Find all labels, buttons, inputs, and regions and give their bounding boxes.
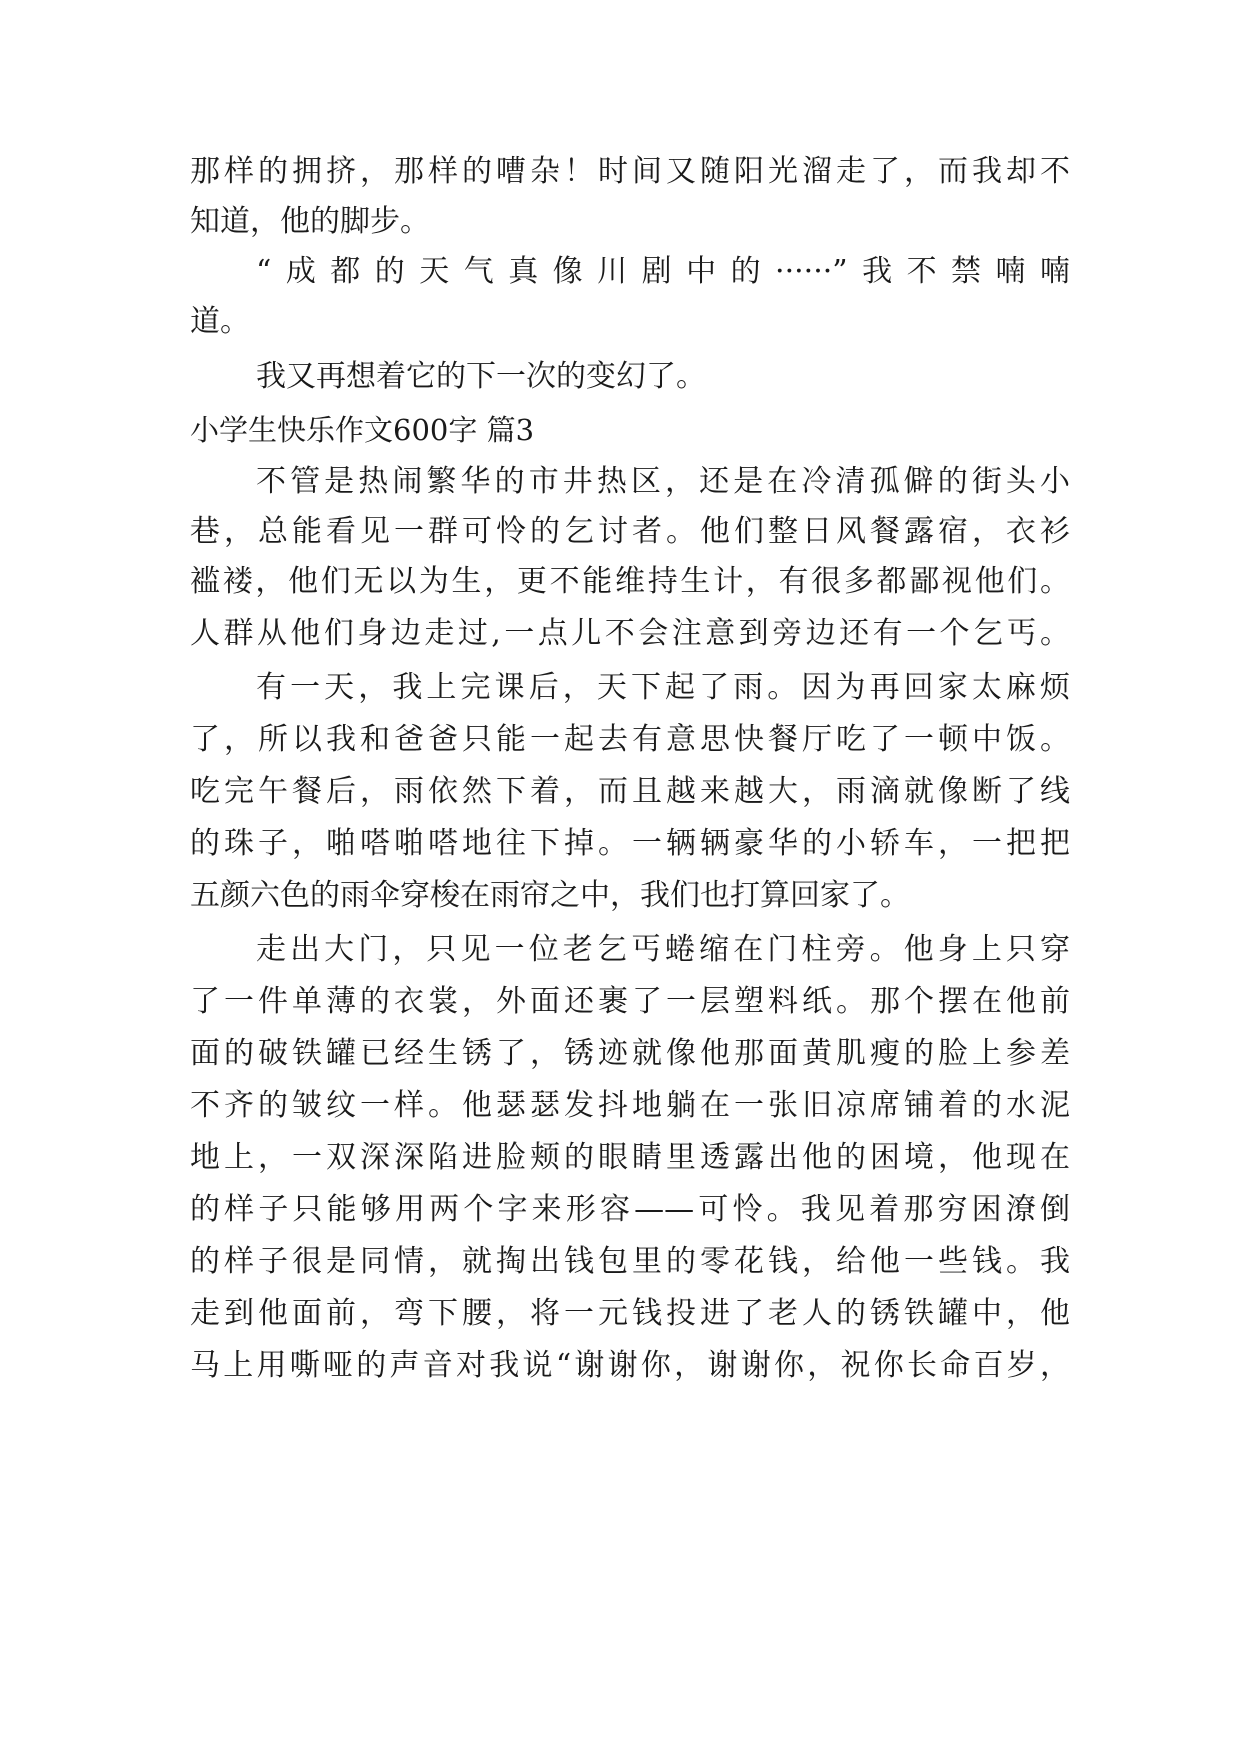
text-line-9: 褴褛，他们无以为生，更不能维持生计，有很多都鄙视他们。 bbox=[190, 564, 1070, 599]
text-line-17: 了一件单薄的衣裳，外面还裹了一层塑料纸。那个摆在他前 bbox=[190, 984, 1070, 1019]
text-line-16: 走出大门，只见一位老乞丐蜷缩在门柱旁。他身上只穿 bbox=[256, 932, 1070, 967]
text-line-18: 面的破铁罐已经生锈了，锈迹就像他那面黄肌瘦的脸上参差 bbox=[190, 1036, 1070, 1071]
text-line-20: 地上，一双深深陷进脸颊的眼睛里透露出他的困境，他现在 bbox=[190, 1140, 1070, 1175]
text-line-2: 知道，他的脚步。 bbox=[190, 204, 430, 239]
section-heading: 小学生快乐作文600字 篇3 bbox=[190, 413, 535, 447]
text-line-1: 那样的拥挤，那样的嘈杂！时间又随阳光溜走了，而我却不 bbox=[190, 154, 1070, 189]
text-line-13: 吃完午餐后，雨依然下着，而且越来越大，雨滴就像断了线 bbox=[190, 774, 1070, 809]
text-line-3: “成都的天气真像川剧中的······”我不禁喃喃 bbox=[256, 254, 1070, 289]
text-line-21: 的样子只能够用两个字来形容——可怜。我见着那穷困潦倒 bbox=[190, 1192, 1070, 1227]
text-line-23: 走到他面前，弯下腰，将一元钱投进了老人的锈铁罐中，他 bbox=[190, 1296, 1070, 1331]
text-line-22: 的样子很是同情，就掏出钱包里的零花钱，给他一些钱。我 bbox=[190, 1244, 1070, 1279]
text-line-11: 有一天，我上完课后，天下起了雨。因为再回家太麻烦 bbox=[256, 670, 1070, 705]
text-line-15: 五颜六色的雨伞穿梭在雨帘之中，我们也打算回家了。 bbox=[190, 878, 910, 913]
text-line-8: 巷，总能看见一群可怜的乞讨者。他们整日风餐露宿，衣衫 bbox=[190, 514, 1070, 549]
text-line-19: 不齐的皱纹一样。他瑟瑟发抖地躺在一张旧凉席铺着的水泥 bbox=[190, 1088, 1070, 1123]
text-line-24: 马上用嘶哑的声音对我说“谢谢你，谢谢你，祝你长命百岁， bbox=[190, 1348, 1070, 1383]
text-line-12: 了，所以我和爸爸只能一起去有意思快餐厅吃了一顿中饭。 bbox=[190, 722, 1070, 757]
text-line-4: 道。 bbox=[190, 304, 250, 339]
text-line-7: 不管是热闹繁华的市井热区，还是在冷清孤僻的街头小 bbox=[256, 464, 1070, 499]
text-line-5: 我又再想着它的下一次的变幻了。 bbox=[256, 359, 706, 394]
text-line-14: 的珠子，啪嗒啪嗒地往下掉。一辆辆豪华的小轿车，一把把 bbox=[190, 826, 1070, 861]
text-line-10: 人群从他们身边走过,一点儿不会注意到旁边还有一个乞丐。 bbox=[190, 616, 1070, 651]
